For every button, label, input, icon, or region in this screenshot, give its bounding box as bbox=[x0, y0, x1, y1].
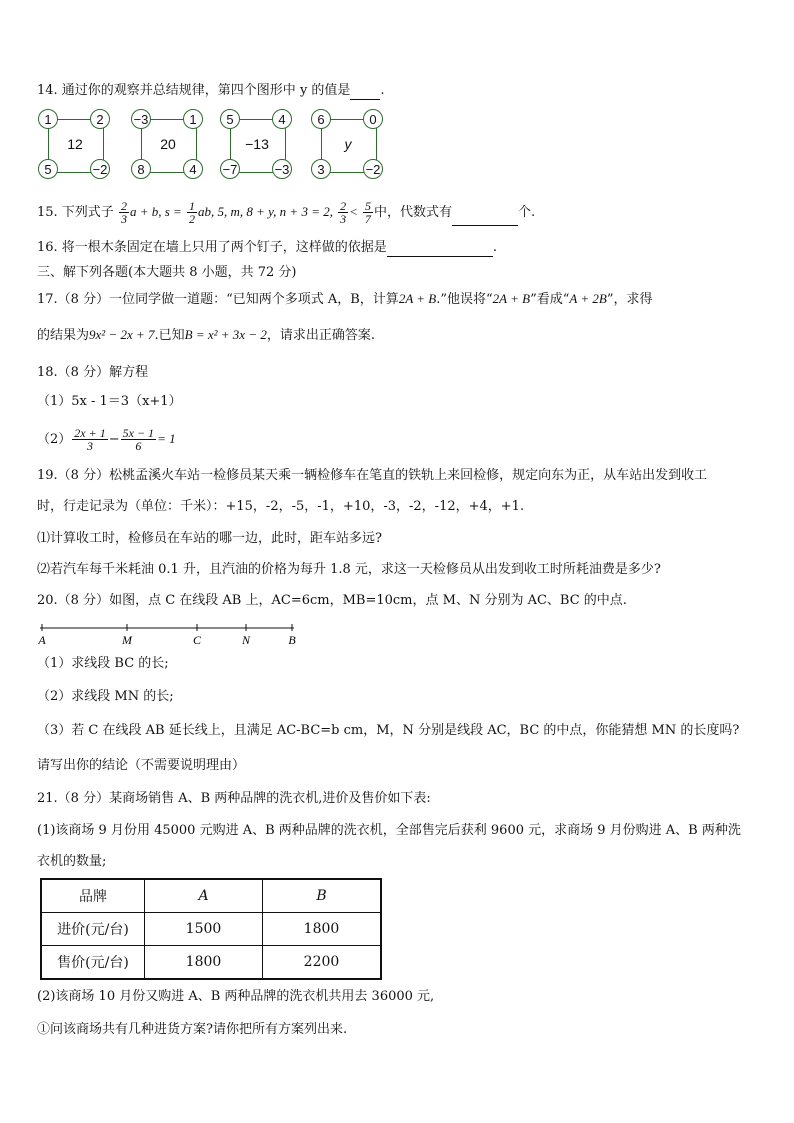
corner-circle-br: −2 bbox=[363, 159, 383, 179]
q15-f1-num: 2 bbox=[120, 199, 127, 213]
q15-fraction-3 bbox=[338, 200, 348, 225]
corner-circle-bl: −7 bbox=[220, 159, 240, 179]
q17-expr-2: 2A + B bbox=[492, 291, 531, 306]
q17-line-2 bbox=[37, 326, 375, 345]
section-3-heading: 三、解下列各题(本大题共 8 小题，共 72 分) bbox=[37, 265, 297, 280]
q17-expr-3: A + 2B bbox=[569, 291, 607, 306]
q15-f4-num: 5 bbox=[365, 199, 372, 213]
q20-sub-3: （3）若 C 在线段 AB 延长线上，且满足 AC-BC=b cm，M，N 分别是线段 AC，BC 的中点，你能猜想 MN 的长度吗? bbox=[37, 723, 740, 738]
q21-part-2-sub-1: ①问该商场共有几种进货方案?请你把所有方案列出来. bbox=[37, 1022, 348, 1037]
q15-term-2: ab, 5, m, 8 + y, n + 3 = 2, bbox=[197, 204, 333, 219]
table-header-cell: A bbox=[145, 879, 263, 913]
q15-term-1: a + b, s = bbox=[129, 204, 182, 219]
q20-text: 20.（8 分）如图，点 C 在线段 AB 上，AC=6cm，MB=10cm，点 M、N 分别为 AC、BC 的中点. bbox=[37, 593, 627, 608]
q21-intro: 21.（8 分）某商场销售 A、B 两种品牌的洗衣机,进价及售价如下表: bbox=[37, 791, 431, 806]
q15-prefix: 15. 下列式子 bbox=[37, 205, 114, 220]
table-row bbox=[41, 913, 381, 946]
center-value: −13 bbox=[245, 136, 269, 152]
q15-f4-den: 7 bbox=[365, 212, 372, 226]
number-square bbox=[220, 109, 300, 185]
q19-line-1: 19.（8 分）松桃孟溪火车站一检修员某天乘一辆检修车在笔直的铁轨上来回检修，规定向东为正，从车站出发到收工 bbox=[37, 468, 708, 483]
q15-f3-den: 3 bbox=[340, 212, 347, 226]
q17-text-f: .已知 bbox=[154, 328, 185, 343]
table-cell: 售价(元/台) bbox=[41, 946, 145, 980]
table-cell: 2200 bbox=[263, 946, 382, 980]
q18-part-1: （1）5x - 1＝3（x+1） bbox=[37, 394, 182, 409]
corner-circle-bl: 3 bbox=[311, 159, 331, 179]
price-table bbox=[40, 878, 382, 980]
q15-f2-den: 2 bbox=[188, 212, 195, 226]
center-value: 20 bbox=[160, 136, 176, 152]
q16-text bbox=[37, 239, 497, 257]
q17-text-a: 17.（8 分）一位同学做一道题：“已知两个多项式 A，B，计算 bbox=[37, 292, 399, 307]
point-label: C bbox=[192, 633, 202, 647]
table-header-cell: B bbox=[263, 879, 382, 913]
q18-f1-num: 2x + 1 bbox=[74, 426, 106, 440]
point-label: B bbox=[288, 633, 296, 647]
q17-text-g: ，请求出正确答案. bbox=[266, 328, 375, 343]
q17-expr-1: 2A + B bbox=[398, 291, 437, 306]
q17-expr-5: B = x² + 3x − 2 bbox=[184, 327, 267, 342]
corner-circle-tr: 4 bbox=[272, 109, 292, 129]
q17-text-c: ”看成“ bbox=[530, 292, 570, 307]
corner-circle-tl: 5 bbox=[220, 109, 240, 129]
q16-end: . bbox=[492, 240, 497, 255]
q17-expr-4: 9x² − 2x + 7 bbox=[89, 327, 155, 342]
q18-f2-num: 5x − 1 bbox=[122, 426, 155, 440]
q18-minus: − bbox=[108, 432, 120, 447]
table-cell: 1500 bbox=[145, 913, 263, 946]
q15-fraction-1 bbox=[119, 200, 129, 225]
point-label: N bbox=[241, 633, 251, 647]
corner-circle-bl: 5 bbox=[38, 159, 58, 179]
number-square bbox=[131, 109, 211, 185]
q15-f1-den: 3 bbox=[120, 212, 127, 226]
q15-fraction-2 bbox=[187, 200, 197, 225]
corner-circle-tr: 0 bbox=[363, 109, 383, 129]
q18-f1-den: 3 bbox=[87, 439, 93, 453]
corner-circle-tr: 2 bbox=[90, 109, 110, 129]
q15-f2-num: 1 bbox=[188, 199, 195, 213]
corner-circle-tl: −3 bbox=[131, 109, 151, 129]
center-value: y bbox=[344, 136, 352, 152]
q18-equals: = 1 bbox=[157, 431, 176, 446]
q17-text-e: 的结果为 bbox=[37, 328, 90, 343]
q15-end: 个. bbox=[518, 205, 536, 220]
q15-term-3: < bbox=[349, 204, 358, 219]
table-cell: 1800 bbox=[263, 913, 382, 946]
q21-part-1-line-1: (1)该商场 9 月份用 45000 元购进 A、B 两种品牌的洗衣机，全部售完后获利 9600 元，求商场 9 月份购进 A、B 两种洗 bbox=[37, 823, 741, 838]
q18-title: 18.（8 分）解方程 bbox=[37, 365, 149, 380]
q16-question: 16. 将一根木条固定在墙上只用了两个钉子，这样做的依据是 bbox=[37, 240, 387, 255]
q14-end: . bbox=[380, 83, 385, 98]
number-square bbox=[311, 109, 391, 185]
q20-sub-4: 请写出你的结论（不需要说明理由） bbox=[37, 758, 246, 773]
number-square bbox=[38, 109, 118, 185]
q21-part-2: (2)该商场 10 月份又购进 A、B 两种品牌的洗衣机共用去 36000 元, bbox=[37, 989, 435, 1004]
center-value: 12 bbox=[67, 136, 83, 152]
table-header-row bbox=[41, 879, 381, 913]
q17-text-d: ”，求得 bbox=[606, 292, 653, 307]
table-row bbox=[41, 946, 381, 980]
table-cell: 1800 bbox=[145, 946, 263, 980]
q15-f3-num: 2 bbox=[340, 199, 347, 213]
q15-text bbox=[37, 199, 535, 226]
point-label: A bbox=[38, 633, 46, 647]
q18-fraction-2 bbox=[121, 427, 156, 452]
q19-sub-1: ⑴计算收工时，检修员在车站的哪一边，此时，距车站多远? bbox=[37, 531, 382, 546]
point-label: M bbox=[122, 633, 132, 647]
q18-part-2-label: （2） bbox=[37, 432, 72, 447]
segment-diagram bbox=[40, 622, 300, 646]
q21-part-1-line-2: 衣机的数量; bbox=[37, 854, 107, 869]
q14-answer-blank bbox=[350, 85, 380, 100]
q17-text-b: .”他误将“ bbox=[436, 292, 493, 307]
q15-fraction-4 bbox=[363, 200, 373, 225]
corner-circle-br: −2 bbox=[90, 159, 110, 179]
corner-circle-tr: 1 bbox=[183, 109, 203, 129]
q14-question: 14. 通过你的观察并总结规律，第四个图形中 y 的值是 bbox=[37, 83, 351, 98]
q14-text bbox=[37, 82, 385, 100]
q17-line-1 bbox=[37, 290, 652, 309]
q20-sub-2: （2）求线段 MN 的长; bbox=[37, 689, 174, 704]
q18-fraction-1 bbox=[72, 427, 107, 452]
q15-answer-blank bbox=[452, 211, 518, 226]
table-header-cell: 品牌 bbox=[41, 879, 145, 913]
q18-f2-den: 6 bbox=[135, 439, 142, 453]
q18-part-2 bbox=[37, 424, 176, 455]
corner-circle-tl: 6 bbox=[311, 109, 331, 129]
q20-sub-1: （1）求线段 BC 的长; bbox=[37, 656, 169, 671]
corner-circle-tl: 1 bbox=[38, 109, 58, 129]
q19-sub-2: ⑵若汽车每千米耗油 0.1 升，且汽油的价格为每升 1.8 元，求这一天检修员从出发到收工时所耗油费是多少? bbox=[37, 562, 661, 577]
corner-circle-bl: 8 bbox=[131, 159, 151, 179]
corner-circle-br: 4 bbox=[183, 159, 203, 179]
q16-answer-blank bbox=[387, 242, 493, 257]
table-cell: 进价(元/台) bbox=[41, 913, 145, 946]
corner-circle-br: −3 bbox=[272, 159, 292, 179]
q15-suffix: 中，代数式有 bbox=[374, 205, 453, 220]
segment-points bbox=[37, 624, 296, 647]
q19-line-2: 时，行走记录为（单位：千米）：+15，-2，-5，-1，+10，-3，-2，-12，+4，+1. bbox=[37, 499, 525, 514]
